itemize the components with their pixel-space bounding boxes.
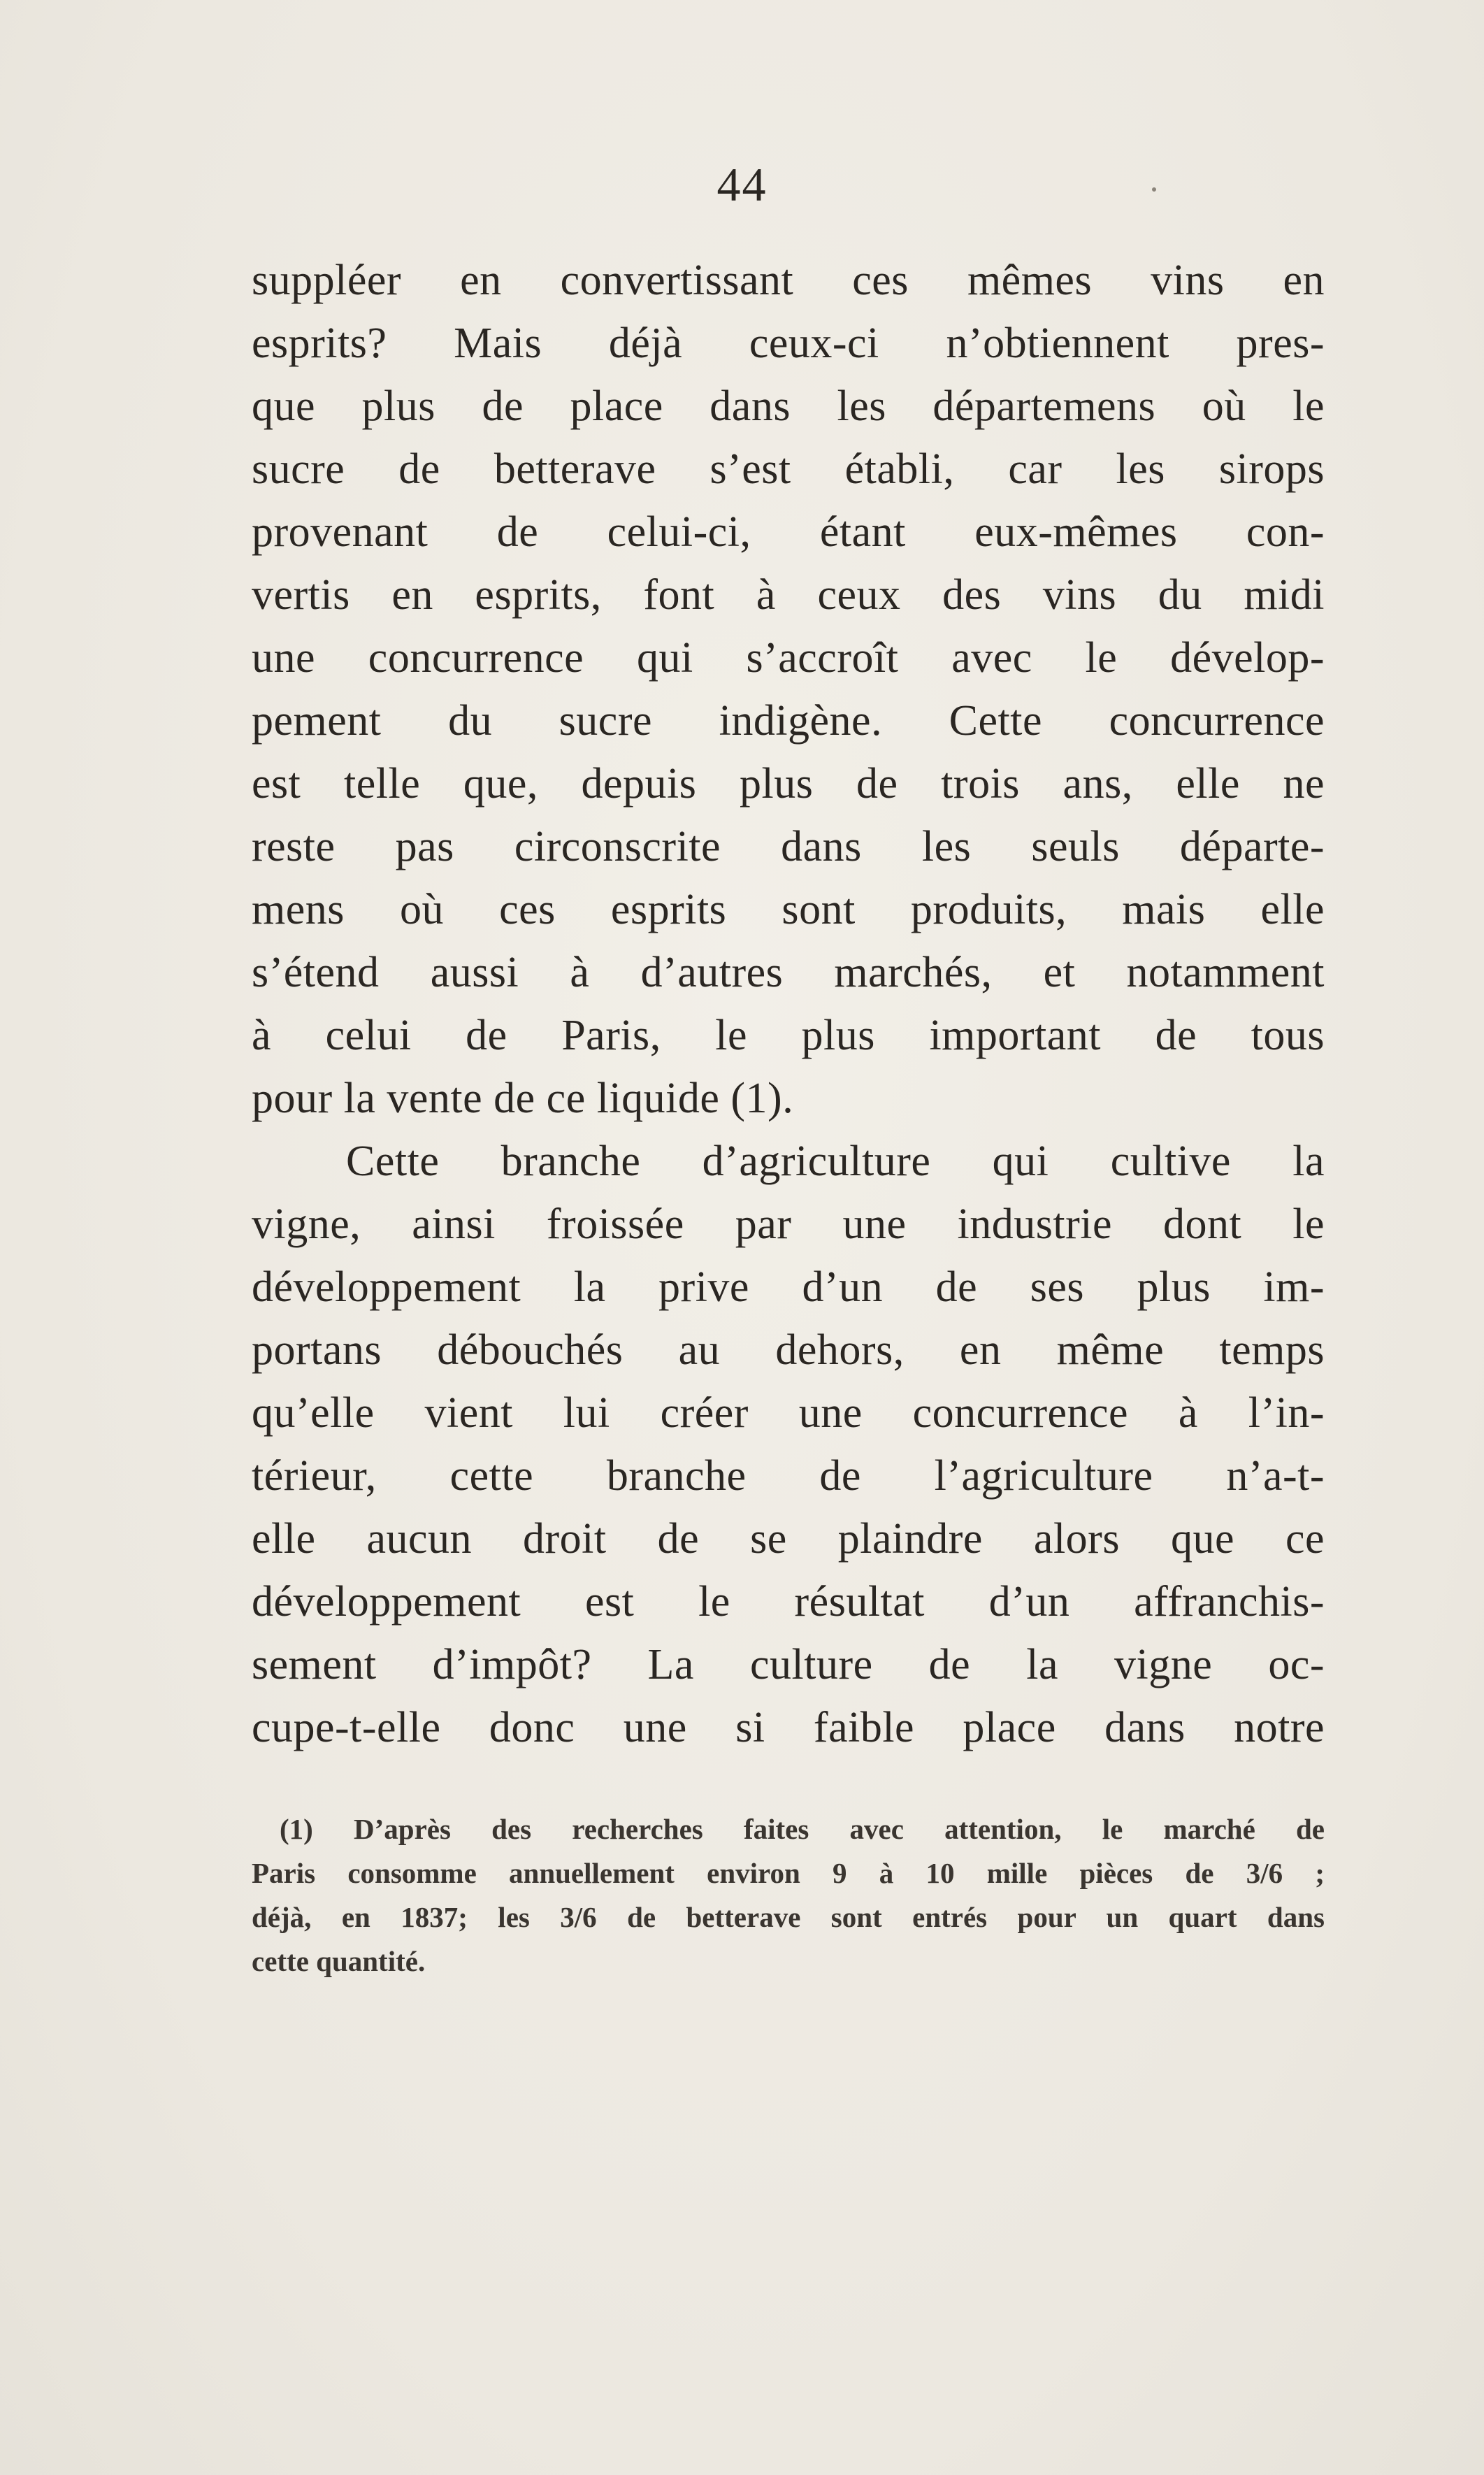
- text-line: développement la prive d’un de ses plus im-: [252, 1263, 1325, 1311]
- text-line: à celui de Paris, le plus important de tous: [252, 1012, 1325, 1059]
- text-line: elle aucun droit de se plaindre alors que ce: [252, 1515, 1325, 1563]
- text-line: cupe-t-elle donc une si faible place dans notre: [252, 1704, 1325, 1751]
- footnote: [252, 1807, 1325, 1983]
- footnote-line: déjà, en 1837; les 3/6 de betterave sont entrés pour un quart dans: [252, 1901, 1325, 1933]
- text-line: esprits? Mais déjà ceux-ci n’obtiennent pres-: [252, 320, 1325, 367]
- text-line: vigne, ainsi froissée par une industrie dont le: [252, 1200, 1325, 1248]
- footnote-line: (1) D’après des recherches faites avec attention, le marché de: [280, 1813, 1325, 1845]
- text-line: est telle que, depuis plus de trois ans, elle ne: [252, 760, 1325, 808]
- text-line: sucre de betterave s’est établi, car les sirops: [252, 445, 1325, 493]
- page-number: 44: [716, 158, 768, 211]
- text-line: provenant de celui-ci, étant eux-mêmes con-: [252, 508, 1325, 556]
- footnote-line: cette quantité.: [252, 1945, 426, 1977]
- text-line: reste pas circonscrite dans les seuls départe-: [252, 823, 1325, 870]
- text-line: que plus de place dans les départemens où le: [252, 382, 1325, 430]
- body-text: [252, 249, 1325, 1759]
- text-line: développement est le résultat d’un affranchis-: [252, 1578, 1325, 1626]
- text-line: térieur, cette branche de l’agriculture n’a-t-: [252, 1452, 1325, 1500]
- text-line: Cette branche d’agriculture qui cultive la: [346, 1138, 1325, 1185]
- text-line: une concurrence qui s’accroît avec le dévelop-: [252, 634, 1325, 682]
- text-line: pour la vente de ce liquide (1).: [252, 1075, 794, 1122]
- text-line: suppléer en convertissant ces mêmes vins en: [252, 257, 1325, 304]
- text-line: sement d’impôt? La culture de la vigne oc-: [252, 1641, 1325, 1688]
- footnote-line: Paris consomme annuellement environ 9 à 10 mille pièces de 3/6 ;: [252, 1857, 1325, 1889]
- text-line: s’étend aussi à d’autres marchés, et notamment: [252, 949, 1325, 996]
- text-line: portans débouchés au dehors, en même temps: [252, 1326, 1325, 1374]
- text-line: mens où ces esprits sont produits, mais elle: [252, 886, 1325, 933]
- text-line: pement du sucre indigène. Cette concurrence: [252, 697, 1325, 745]
- ink-speck: [1152, 187, 1156, 192]
- text-line: qu’elle vient lui créer une concurrence à l’in-: [252, 1389, 1325, 1437]
- text-line: vertis en esprits, font à ceux des vins du midi: [252, 571, 1325, 619]
